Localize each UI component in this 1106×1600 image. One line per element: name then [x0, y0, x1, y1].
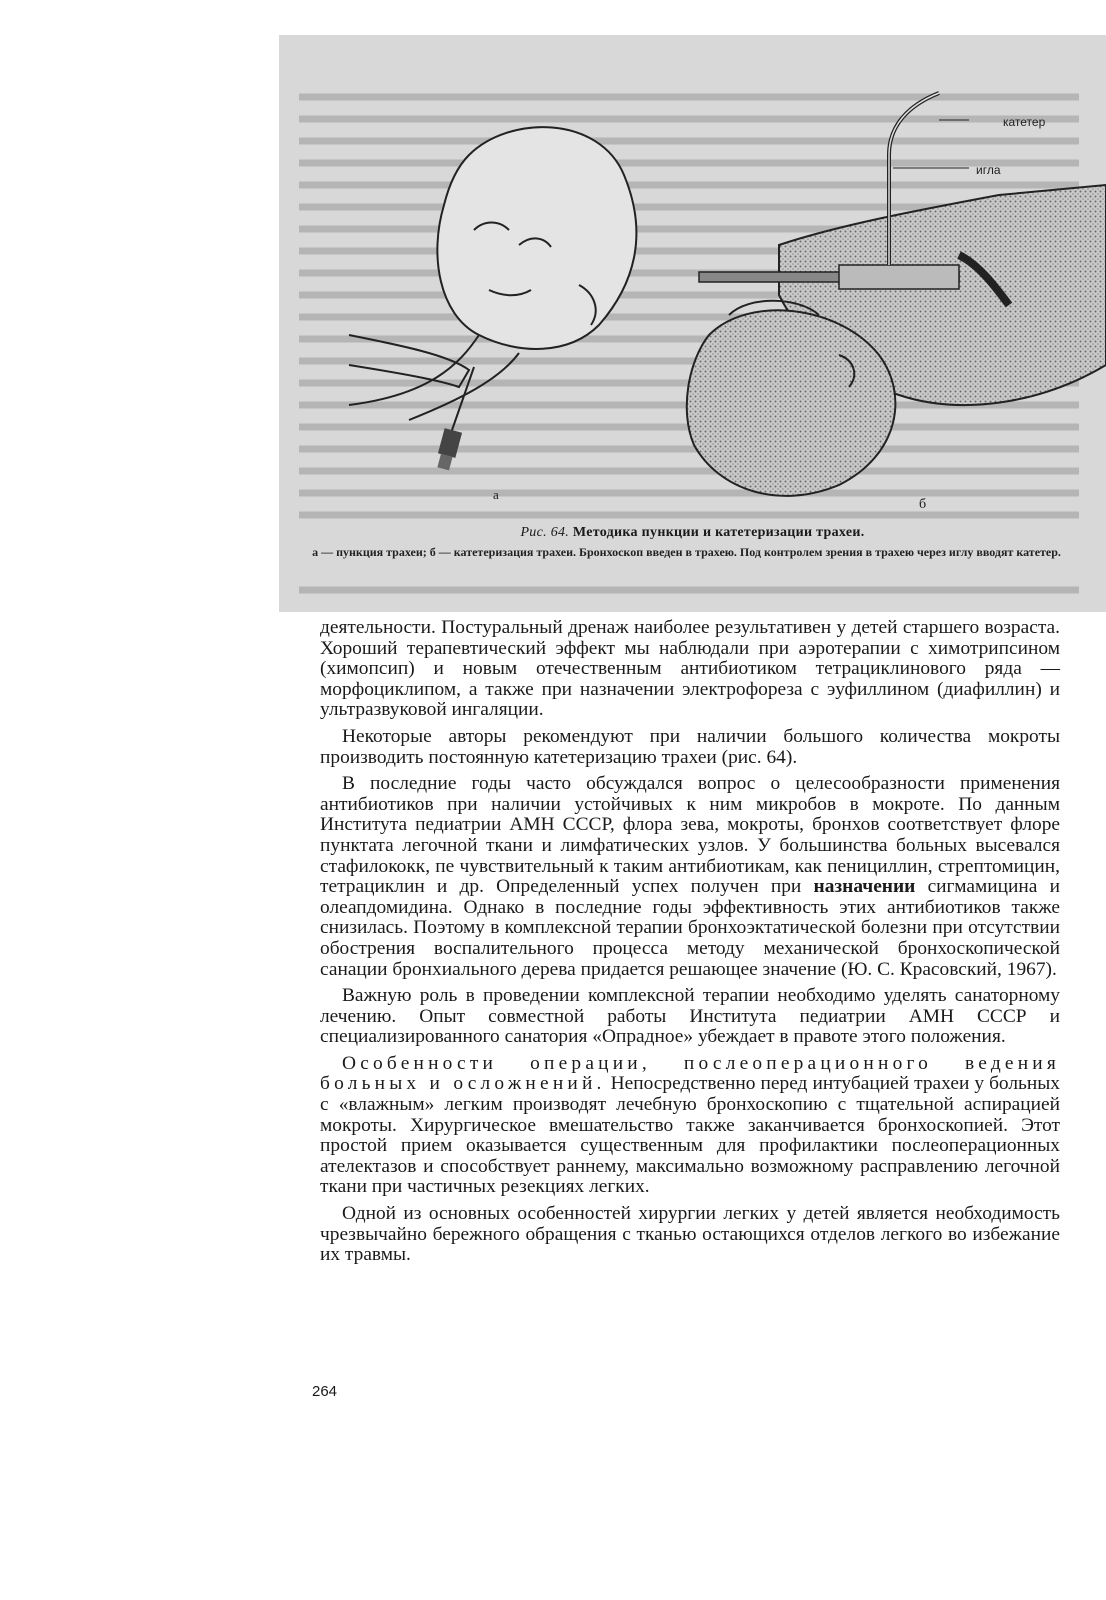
bold-word: назначении: [813, 876, 916, 898]
paragraph-sanatorium: Важную роль в проведении комплексной терапии необходимо уделять санаторному лечению. Опыт совместной работы Института педиатрии АМН СССР и специализированного санатория «Опрадное» убеждает в правоте этого положения.: [320, 985, 1060, 1048]
subfigure-label-a: а: [493, 487, 499, 502]
figure-title: Методика пункции и катетеризации трахеи.: [572, 525, 865, 540]
child-puncture-drawing: [349, 127, 636, 433]
paragraph-surgery: Одной из основных особенностей хирургии легких у детей является необходимость чрезвычайно бережного обращения с тканью остающихся отделов легкого во избежание их травмы.: [320, 1203, 1060, 1266]
paragraph-continuation: деятельности. Постуральный дренаж наиболее результативен у детей старшего возраста. Хороший терапевтический эффект мы наблюдали при аэротерапии с химотрипсином (химопсип) и новым отечественным антибиотиком тетрациклинового ряда — морфоциклипом, а также при назначении электрофореза с эуфиллином (диафиллин) и ультразвуковой ингаляции.: [320, 617, 1060, 721]
figure-caption-body: а — пункция трахеи; б — катетеризация трахеи. Бронхоскоп введен в трахею. Под контролем зрения в трахею через иглу вводят катетер.: [312, 545, 1061, 559]
figure-caption-title: [279, 525, 1106, 541]
page-number: 264: [312, 1383, 338, 1400]
paragraph-operation-body: Непосредственно перед интубацией трахеи у больных с «влажным» легким производят лечебную бронхоскопию с тщательной аспирацией мокроты. Хирургическое вмешательство также заканчивается бронхоскопией. Этот простой прием оказывается существенным для профилактики послеоперационных ателектазов и способствует раннему, максимально возможному расправлению легочной ткани при частичных резекциях легких.: [320, 1073, 1060, 1198]
paragraph-antibiotics-part2: сигмамицина и олеапдомидина. Однако в последние годы эффективность этих антибиотиков также снизилась. Поэтому в комплексной терапии бронхоэктатической болезни при отсутствии обострения воспалительного процесса методу механической бронхоскопической санации бронхиального дерева придается решающее значение (Ю. С. Красовский, 1967).: [320, 876, 1060, 980]
paragraph-operation: [320, 1054, 1060, 1198]
paragraph-catheterization: Некоторые авторы рекомендуют при наличии большого количества мокроты производить постоянную катетеризацию трахеи (рис. 64).: [320, 725, 1060, 768]
section-heading-spaced: Особенности операции, послеоперационного ведения больных и осложнений.: [320, 1052, 1060, 1095]
figure-64: [279, 35, 1106, 612]
figure-reference: Рис. 64.: [520, 525, 570, 540]
label-needle: игла: [976, 163, 1001, 177]
subfigure-label-b: б: [919, 497, 927, 512]
body-text: [320, 618, 1060, 1272]
paragraph-antibiotics: [320, 774, 1060, 980]
paragraph-antibiotics-part1: В последние годы часто обсуждался вопрос о целесообразности применения антибиотиков при наличии устойчивых к ним микробов в мокроте. По данным Института педиатрии АМН СССР, флора зева, мокроты, бронхов соответствует флоре пунктата легочной ткани и лимфатических узлов. У большинства больных высевался стафилококк, пе чувствительный к таким антибиотикам, как пенициллин, стрептомицин, тетрациклин и др. Определенный успех получен при: [320, 773, 1060, 898]
label-catheter: катетер: [1003, 115, 1046, 129]
